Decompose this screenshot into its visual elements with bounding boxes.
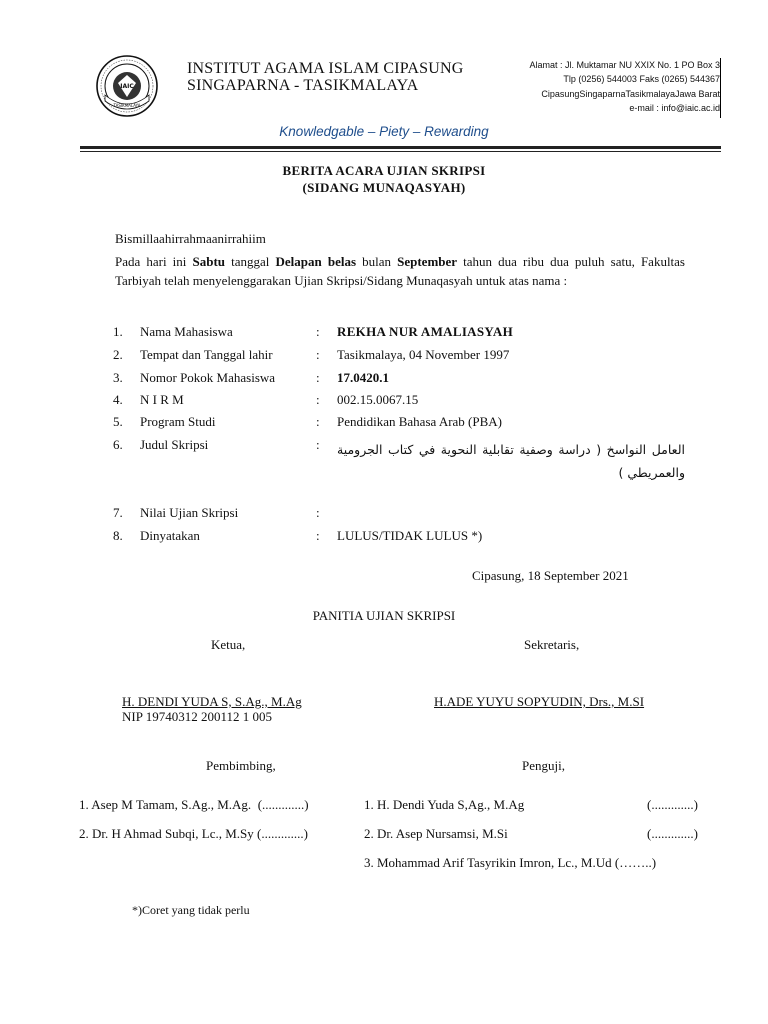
- intro-date: Delapan belas: [275, 254, 357, 269]
- birth-value: Tasikmalaya, 04 November 1997: [337, 347, 510, 362]
- field-row-program: 5. Program Studi : Pendidikan Bahasa Arab (PBA): [113, 414, 503, 429]
- chair-nip: NIP 19740312 200112 1 005: [122, 709, 272, 724]
- examiner-blank: (.............): [647, 797, 698, 812]
- secretary-label: Sekretaris,: [524, 637, 580, 652]
- field-row-birth: 2. Tempat dan Tanggal lahir : Tasikmalaya, 04 November 1997: [113, 347, 510, 362]
- document-subtitle: (SIDANG MUNAQASYAH): [302, 180, 466, 195]
- field-row-student-number: 3. Nomor Pokok Mahasiswa : 17.0420.1: [113, 370, 389, 385]
- header-rule-thin: [80, 151, 721, 152]
- examiner-blank: (.............): [647, 826, 698, 841]
- intro-day: Sabtu: [192, 254, 226, 269]
- chair-name: H. DENDI YUDA S, S.Ag., M.Ag: [122, 694, 302, 709]
- intro-month: September: [397, 254, 458, 269]
- document-title: BERITA ACARA UJIAN SKRIPSI: [282, 163, 486, 178]
- student-name-value: REKHA NUR AMALIASYAH: [337, 324, 513, 339]
- address-line: CipasungSingaparnaTasikmalayaJawa Barat: [541, 88, 720, 99]
- advisor-item: 2. Dr. H Ahmad Subqi, Lc., M.Sy (.............): [79, 826, 308, 841]
- institution-name-line1: INSTITUT AGAMA ISLAM CIPASUNG: [187, 60, 464, 77]
- nirm-value: 002.15.0067.15: [337, 392, 419, 407]
- field-row-thesis-title: 6. Judul Skripsi :: [113, 437, 320, 452]
- tagline: Knowledgable – Piety – Rewarding: [279, 124, 489, 139]
- svg-text:TASIKMALAYA: TASIKMALAYA: [113, 103, 141, 108]
- field-row-exam-score: 7. Nilai Ujian Skripsi :: [113, 505, 320, 520]
- address-block: [529, 58, 720, 116]
- committee-title: PANITIA UJIAN SKRIPSI: [312, 608, 456, 623]
- examiner-label: Penguji,: [522, 758, 565, 773]
- examiner-item: 1. H. Dendi Yuda S,Ag., M.Ag: [364, 797, 525, 812]
- header-rule-thick: [80, 146, 721, 149]
- advisor-item: 1. Asep M Tamam, S.Ag., M.Ag. (.............): [79, 797, 309, 812]
- result-value: LULUS/TIDAK LULUS *): [337, 528, 483, 543]
- student-number-value: 17.0420.1: [337, 370, 389, 385]
- secretary-name: H.ADE YUYU SOPYUDIN, Drs., M.SI: [434, 694, 645, 709]
- opening-phrase: Bismillaahirrahmaanirrahiim: [115, 231, 266, 246]
- address-line: Tlp (0256) 544003 Faks (0265) 544367: [563, 74, 720, 85]
- field-row-student-name: 1. Nama Mahasiswa : REKHA NUR AMALIASYAH: [113, 324, 513, 339]
- place-date: Cipasung, 18 September 2021: [472, 568, 629, 583]
- examiner-item: 2. Dr. Asep Nursamsi, M.Si: [364, 826, 508, 841]
- institution-name: [187, 60, 464, 94]
- chair-label: Ketua,: [211, 637, 246, 652]
- footnote: *)Coret yang tidak perlu: [132, 903, 250, 917]
- address-line: Alamat : Jl. Muktamar NU XXIX No. 1 PO Box 3: [529, 60, 720, 70]
- institution-logo: [96, 55, 158, 117]
- intro-paragraph: Pada hari ini Sabtu tanggal Delapan belas bulan September tahun dua ribu dua puluh satu, Fakultas Tarbiyah telah menyelenggarakan Ujian Skripsi/Sidang Munaqasyah untuk atas nama :: [115, 254, 685, 288]
- field-row-result: 8. Dinyatakan : LULUS/TIDAK LULUS *): [113, 528, 483, 543]
- svg-text:IAIC: IAIC: [120, 83, 134, 90]
- program-value: Pendidikan Bahasa Arab (PBA): [337, 414, 503, 429]
- address-divider: [720, 58, 721, 118]
- thesis-title-arabic: العامل النواسخ ( دراسة وصفية تقابلية النحوية في كتاب الجرومية والعمريطي ): [337, 442, 685, 480]
- advisor-label: Pembimbing,: [206, 758, 276, 773]
- field-row-nirm: 4. N I R M : 002.15.0067.15: [113, 392, 419, 407]
- address-line: e-mail : info@iaic.ac.id: [629, 103, 720, 114]
- institution-name-line2: SINGAPARNA - TASIKMALAYA: [187, 77, 419, 94]
- examiner-item: 3. Mohammad Arif Tasyrikin Imron, Lc., M.Ud (……..): [364, 855, 657, 870]
